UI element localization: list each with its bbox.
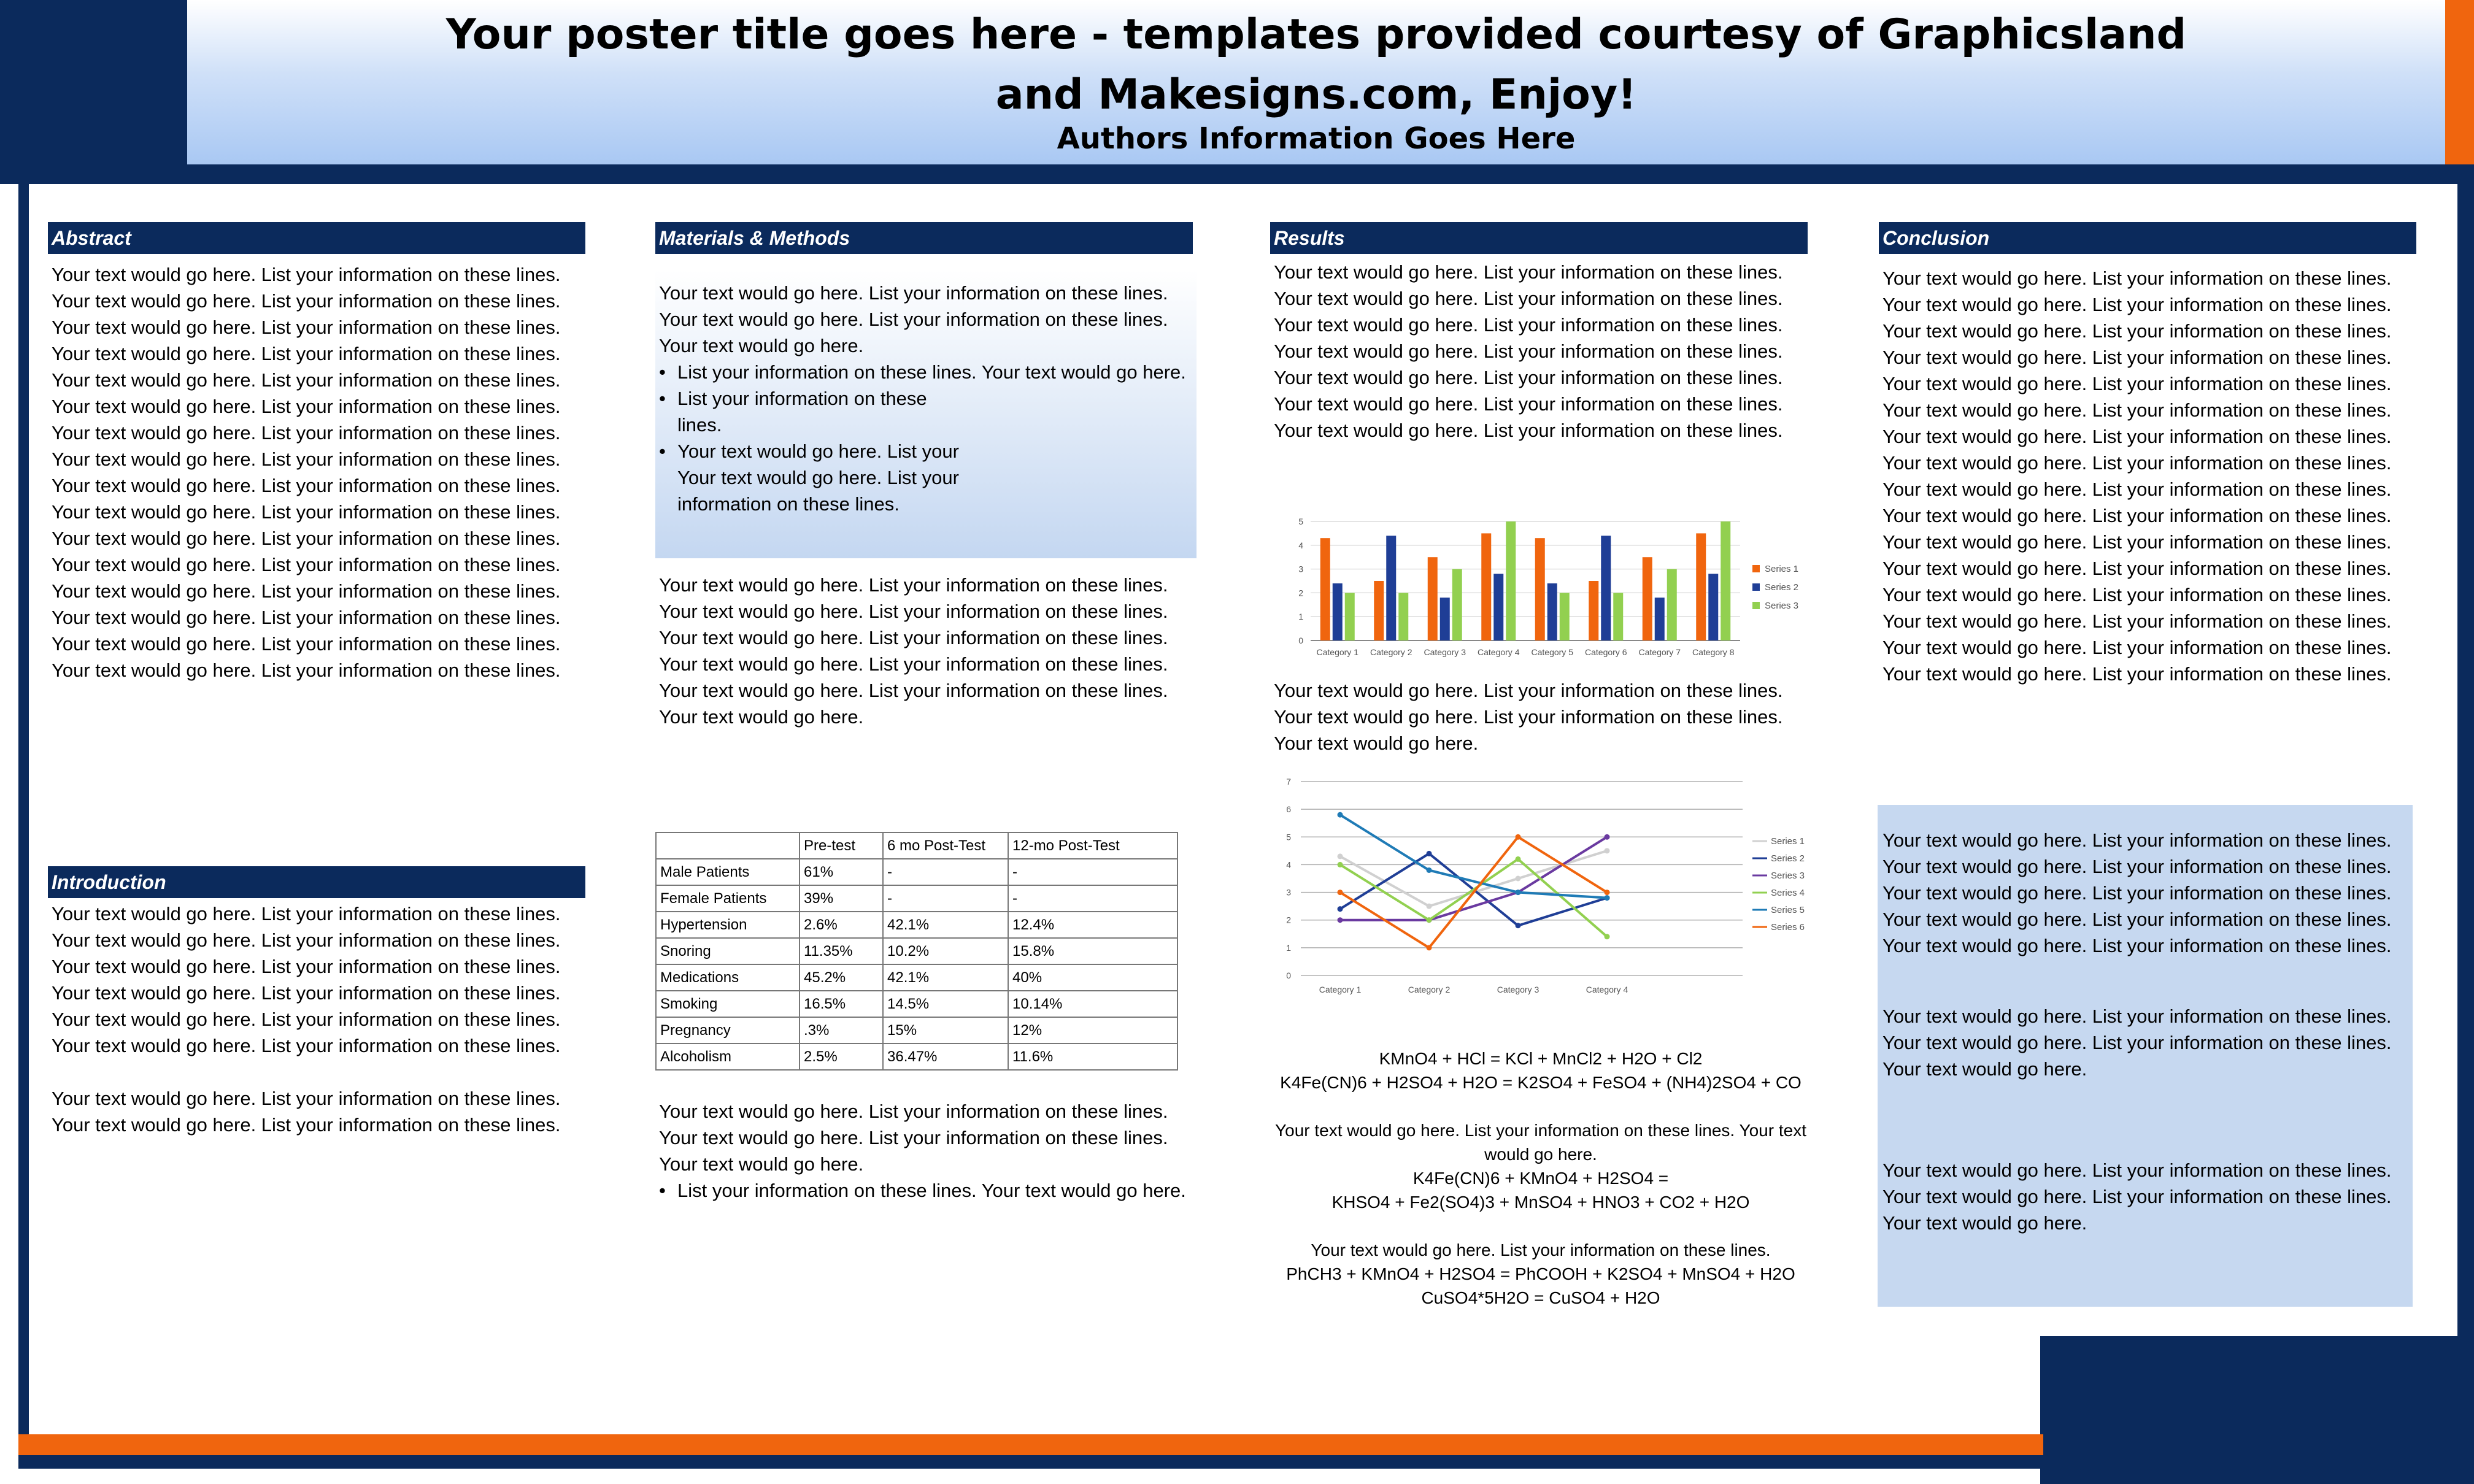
bar bbox=[1643, 557, 1652, 640]
abstract-paragraph: Your text would go here. List your information on these lines. Your text would go here. List your information on these lines. Your text would go here. List your information on these lines. Your text would go here. List your information on these lines. bbox=[52, 580, 561, 681]
y-tick-label: 2 bbox=[1298, 588, 1303, 598]
abstract-paragraph: Your text would go here. List your information on these lines. Your text would go here. List your information on these lines. Your text would go here. List your information on these lines. Your text would go here. List your information on these lines. Your text would go here. List your information on these lines. Your text would go here. List your information on these lines. Your text would go here. List your information on these lines. Your text would go here. List your information on these lines. bbox=[52, 264, 561, 470]
x-tick-label: Category 4 bbox=[1586, 985, 1628, 994]
series-line bbox=[1340, 859, 1607, 936]
methods-heading: Materials & Methods bbox=[655, 222, 1193, 254]
bar bbox=[1601, 536, 1611, 640]
table-cell: - bbox=[1008, 859, 1177, 885]
methods-paragraph: Your text would go here. List your information on these lines. Your text would go here. bbox=[659, 680, 1168, 728]
table-row bbox=[656, 885, 1177, 912]
table-cell: 10.2% bbox=[883, 938, 1008, 964]
conclusion-heading: Conclusion bbox=[1879, 222, 2416, 254]
abstract-body bbox=[52, 261, 585, 683]
bar bbox=[1560, 593, 1570, 640]
legend-label: Series 5 bbox=[1771, 905, 1805, 915]
table-cell: 42.1% bbox=[883, 964, 1008, 991]
bar bbox=[1481, 533, 1491, 640]
bar-chart bbox=[1274, 510, 1814, 669]
x-tick-label: Category 8 bbox=[1692, 647, 1735, 657]
table-cell: Pregnancy bbox=[656, 1017, 800, 1044]
table-cell: .3% bbox=[800, 1017, 883, 1044]
x-tick-label: Category 3 bbox=[1497, 985, 1540, 994]
introduction-paragraph: Your text would go here. List your information on these lines. Your text would go here. List your information on these lines. Your text would go here. List your information on these lines. Your text would go here. List your information on these lines. Your text would go here. List your information on these lines. Your text would go here. List your information on these lines. bbox=[52, 903, 561, 1056]
table-row bbox=[656, 1044, 1177, 1070]
methods-data-table bbox=[655, 832, 1178, 1071]
table-cell: Medications bbox=[656, 964, 800, 991]
table-row bbox=[656, 938, 1177, 964]
table-cell: Hypertension bbox=[656, 912, 800, 938]
x-tick-label: Category 2 bbox=[1370, 647, 1412, 657]
left-border bbox=[18, 184, 29, 1442]
results-heading: Results bbox=[1270, 222, 1808, 254]
table-cell: 16.5% bbox=[800, 991, 883, 1017]
conclusion-body bbox=[1882, 265, 2416, 687]
table-cell: - bbox=[883, 885, 1008, 912]
table-row bbox=[656, 859, 1177, 885]
bar bbox=[1667, 569, 1677, 640]
abstract-paragraph: Your text would go here. List your information on these lines. Your text would go here. List your information on these lines. Your text would go here. List your information on these lines. Your text would go here. List your information on these lines. bbox=[52, 475, 561, 575]
bottom-navy-stripe bbox=[18, 1455, 2043, 1469]
conclusion-box-text bbox=[1882, 827, 2410, 1236]
table-header-row bbox=[656, 832, 1177, 859]
y-tick-label: 1 bbox=[1286, 942, 1291, 953]
methods-paragraph: Your text would go here. List your information on these lines. Your text would go here. List your information on these lines. Your text would go here. bbox=[659, 1101, 1168, 1175]
y-tick-label: 0 bbox=[1298, 636, 1303, 645]
table-cell: 11.35% bbox=[800, 938, 883, 964]
data-point bbox=[1338, 862, 1343, 867]
bar bbox=[1547, 583, 1557, 640]
y-tick-label: 5 bbox=[1286, 832, 1291, 842]
data-point bbox=[1427, 904, 1432, 909]
methods-box-text bbox=[659, 280, 1190, 517]
data-point bbox=[1338, 812, 1343, 818]
introduction-body bbox=[52, 901, 585, 1138]
methods-box-intro: Your text would go here. List your information on these lines. Your text would go here. List your information on these lines. Your text would go here. bbox=[659, 282, 1168, 356]
legend-label: Series 6 bbox=[1771, 922, 1805, 932]
chemical-equation: K4Fe(CN)6 + KMnO4 + H2SO4 = bbox=[1412, 1169, 1669, 1188]
table-cell: 39% bbox=[800, 885, 883, 912]
bottom-orange-stripe bbox=[18, 1434, 2043, 1455]
authors-info: Authors Information Goes Here bbox=[1057, 121, 1576, 156]
data-point bbox=[1605, 834, 1610, 840]
legend-label: Series 2 bbox=[1771, 853, 1805, 864]
chemical-equation: PhCH3 + KMnO4 + H2SO4 = PhCOOH + K2SO4 + MnSO4 + H2O bbox=[1286, 1264, 1795, 1283]
data-point bbox=[1605, 848, 1610, 853]
bar bbox=[1493, 574, 1503, 640]
data-point bbox=[1516, 923, 1521, 928]
results-body-2: Your text would go here. List your information on these lines. Your text would go here. List your information on these lines. Your text would go here. bbox=[1274, 680, 1783, 754]
table-cell: - bbox=[1008, 885, 1177, 912]
bar bbox=[1721, 521, 1730, 640]
legend-label: Series 1 bbox=[1771, 836, 1805, 847]
methods-body-2 bbox=[659, 1098, 1190, 1204]
y-tick-label: 1 bbox=[1298, 612, 1303, 622]
results-equations bbox=[1274, 1047, 1808, 1310]
methods-body-1 bbox=[659, 572, 1190, 730]
table-cell: 15% bbox=[883, 1017, 1008, 1044]
legend-label: Series 1 bbox=[1765, 564, 1799, 574]
legend-swatch bbox=[1752, 602, 1760, 609]
data-point bbox=[1338, 853, 1343, 859]
x-tick-label: Category 3 bbox=[1424, 647, 1466, 657]
right-border bbox=[2457, 184, 2474, 1337]
data-point bbox=[1516, 856, 1521, 862]
data-point bbox=[1427, 867, 1432, 873]
table-cell: 61% bbox=[800, 859, 883, 885]
x-tick-label: Category 4 bbox=[1478, 647, 1520, 657]
data-point bbox=[1605, 934, 1610, 939]
bar bbox=[1708, 574, 1718, 640]
methods-bullet: • List your information on these lines. Your text would go here. bbox=[659, 359, 1190, 385]
y-tick-label: 4 bbox=[1298, 540, 1303, 550]
data-point bbox=[1516, 890, 1521, 895]
bar bbox=[1452, 569, 1462, 640]
table-cell: Male Patients bbox=[656, 859, 800, 885]
table-cell: 11.6% bbox=[1008, 1044, 1177, 1070]
table-header-cell: 6 mo Post-Test bbox=[883, 832, 1008, 859]
table-row bbox=[656, 991, 1177, 1017]
table-cell: Alcoholism bbox=[656, 1044, 800, 1070]
chemical-equation: K4Fe(CN)6 + H2SO4 + H2O = K2SO4 + FeSO4 + (NH4)2SO4 + CO bbox=[1280, 1073, 1802, 1092]
table-header-cell bbox=[656, 832, 800, 859]
bar bbox=[1320, 538, 1330, 640]
methods-bullet: • List your information on these lines. Your text would go here. bbox=[659, 1177, 1190, 1204]
y-tick-label: 2 bbox=[1286, 915, 1291, 925]
results-paragraph: Your text would go here. List your information on these lines. Your text would go here. bbox=[1275, 1121, 1806, 1164]
abstract-heading: Abstract bbox=[48, 222, 585, 254]
poster-title bbox=[187, 5, 2445, 125]
table-cell: 2.5% bbox=[800, 1044, 883, 1070]
bar bbox=[1386, 536, 1396, 640]
table-cell: 15.8% bbox=[1008, 938, 1177, 964]
chemical-equation: KHSO4 + Fe2(SO4)3 + MnSO4 + HNO3 + CO2 + H2O bbox=[1331, 1193, 1750, 1212]
data-point bbox=[1605, 895, 1610, 901]
legend-swatch bbox=[1752, 583, 1760, 591]
corner-block bbox=[2040, 1336, 2474, 1484]
data-point bbox=[1338, 890, 1343, 895]
line-chart bbox=[1274, 775, 1814, 996]
table-cell: 45.2% bbox=[800, 964, 883, 991]
chemical-equation: KMnO4 + HCl = KCl + MnCl2 + H2O + Cl2 bbox=[1379, 1049, 1703, 1068]
results-paragraph: Your text would go here. List your information on these lines. bbox=[1311, 1240, 1771, 1259]
table-cell: 42.1% bbox=[883, 912, 1008, 938]
bar bbox=[1440, 598, 1450, 640]
bar bbox=[1345, 593, 1355, 640]
x-tick-label: Category 6 bbox=[1585, 647, 1627, 657]
results-body-1: Your text would go here. List your information on these lines. Your text would go here. List your information on these lines. Your text would go here. List your information on these lines. Your text would go here. List your information on these lines. Your text would go here. List your information on these lines. Your text would go here. List your information on these lines. Your text would go here. List your information on these lines. bbox=[1274, 261, 1783, 441]
y-tick-label: 6 bbox=[1286, 804, 1291, 815]
bar bbox=[1589, 581, 1598, 640]
conclusion-paragraph: Your text would go here. List your information on these lines. Your text would go here. List your information on these lines. Your text would go here. List your information on these lines. Your text would go here. List your information on these lines. Your text would go here. List your information on these lines. Your text would go here. List your information on these lines. Your text would go here. List your information on these lines. Your text would go here. List your information on these lines. bbox=[1882, 267, 2392, 474]
legend-label: Series 4 bbox=[1771, 888, 1805, 898]
bar bbox=[1398, 593, 1408, 640]
title-line-1: Your poster title goes here - templates provided courtesy of Graphicsland bbox=[445, 10, 2187, 59]
legend-label: Series 2 bbox=[1765, 582, 1799, 593]
data-point bbox=[1427, 945, 1432, 950]
table-cell: 2.6% bbox=[800, 912, 883, 938]
x-tick-label: Category 1 bbox=[1319, 985, 1362, 994]
table-header-cell: 12-mo Post-Test bbox=[1008, 832, 1177, 859]
table-cell: 36.47% bbox=[883, 1044, 1008, 1070]
methods-paragraph: Your text would go here. List your information on these lines. Your text would go here. List your information on these lines. Your text would go here. List your information on these lines. Your text would go here. List your information on these lines. bbox=[659, 574, 1168, 675]
methods-bullet: • List your information on these lines. bbox=[659, 385, 966, 438]
bar bbox=[1506, 521, 1516, 640]
data-point bbox=[1605, 890, 1610, 895]
bar bbox=[1535, 538, 1545, 640]
y-tick-label: 0 bbox=[1286, 971, 1291, 980]
y-tick-label: 5 bbox=[1298, 517, 1303, 526]
y-tick-label: 3 bbox=[1286, 887, 1291, 898]
introduction-heading: Introduction bbox=[48, 866, 585, 898]
table-cell: Snoring bbox=[656, 938, 800, 964]
x-tick-label: Category 5 bbox=[1531, 647, 1573, 657]
x-tick-label: Category 2 bbox=[1408, 985, 1451, 994]
table-cell: 40% bbox=[1008, 964, 1177, 991]
series-line bbox=[1340, 851, 1607, 906]
introduction-paragraph: Your text would go here. List your information on these lines. Your text would go here. List your information on these lines. bbox=[52, 1088, 561, 1136]
conclusion-box-paragraph: Your text would go here. List your information on these lines. Your text would go here. List your information on these lines. Your text would go here. bbox=[1882, 1159, 2392, 1234]
table-header-cell: Pre-test bbox=[800, 832, 883, 859]
conclusion-box-paragraph: Your text would go here. List your information on these lines. Your text would go here. List your information on these lines. Your text would go here. List your information on these lines. Your text would go here. List your information on these lines. Your text would go here. List your information on these lines. bbox=[1882, 829, 2392, 956]
bar bbox=[1696, 533, 1706, 640]
data-point bbox=[1516, 834, 1521, 840]
bar bbox=[1428, 557, 1438, 640]
table-cell: 14.5% bbox=[883, 991, 1008, 1017]
data-point bbox=[1427, 851, 1432, 856]
legend-label: Series 3 bbox=[1771, 871, 1805, 881]
table-row bbox=[656, 1017, 1177, 1044]
table-cell: 12% bbox=[1008, 1017, 1177, 1044]
data-point bbox=[1516, 876, 1521, 882]
methods-bullet: • Your text would go here. List your Your text would go here. List your information on these lines. bbox=[659, 438, 996, 517]
table-cell: Female Patients bbox=[656, 885, 800, 912]
y-tick-label: 7 bbox=[1286, 777, 1291, 786]
x-tick-label: Category 1 bbox=[1316, 647, 1358, 657]
bar bbox=[1613, 593, 1623, 640]
legend-label: Series 3 bbox=[1765, 601, 1799, 611]
table-cell: 12.4% bbox=[1008, 912, 1177, 938]
chemical-equation: CuSO4*5H2O = CuSO4 + H2O bbox=[1421, 1288, 1660, 1307]
bar bbox=[1655, 598, 1665, 640]
data-point bbox=[1338, 906, 1343, 912]
y-tick-label: 4 bbox=[1286, 859, 1291, 870]
header-accent-stripe bbox=[2445, 0, 2474, 164]
conclusion-paragraph: Your text would go here. List your information on these lines. Your text would go here. List your information on these lines. Your text would go here. List your information on these lines. Your text would go here. List your information on these lines. bbox=[1882, 479, 2392, 579]
conclusion-paragraph: Your text would go here. List your information on these lines. Your text would go here. List your information on these lines. Your text would go here. List your information on these lines. Your text would go here. List your information on these lines. bbox=[1882, 584, 2392, 685]
x-tick-label: Category 7 bbox=[1638, 647, 1681, 657]
legend-swatch bbox=[1752, 565, 1760, 572]
data-point bbox=[1427, 917, 1432, 923]
bar bbox=[1333, 583, 1343, 640]
title-line-2: and Makesigns.com, Enjoy! bbox=[995, 71, 1637, 119]
table-row bbox=[656, 912, 1177, 938]
table-cell: 10.14% bbox=[1008, 991, 1177, 1017]
table-cell: - bbox=[883, 859, 1008, 885]
data-point bbox=[1338, 917, 1343, 923]
y-tick-label: 3 bbox=[1298, 564, 1303, 574]
conclusion-box-paragraph: Your text would go here. List your information on these lines. Your text would go here. List your information on these lines. Your text would go here. bbox=[1882, 1005, 2392, 1080]
table-row bbox=[656, 964, 1177, 991]
table-cell: Smoking bbox=[656, 991, 800, 1017]
bar bbox=[1374, 581, 1384, 640]
